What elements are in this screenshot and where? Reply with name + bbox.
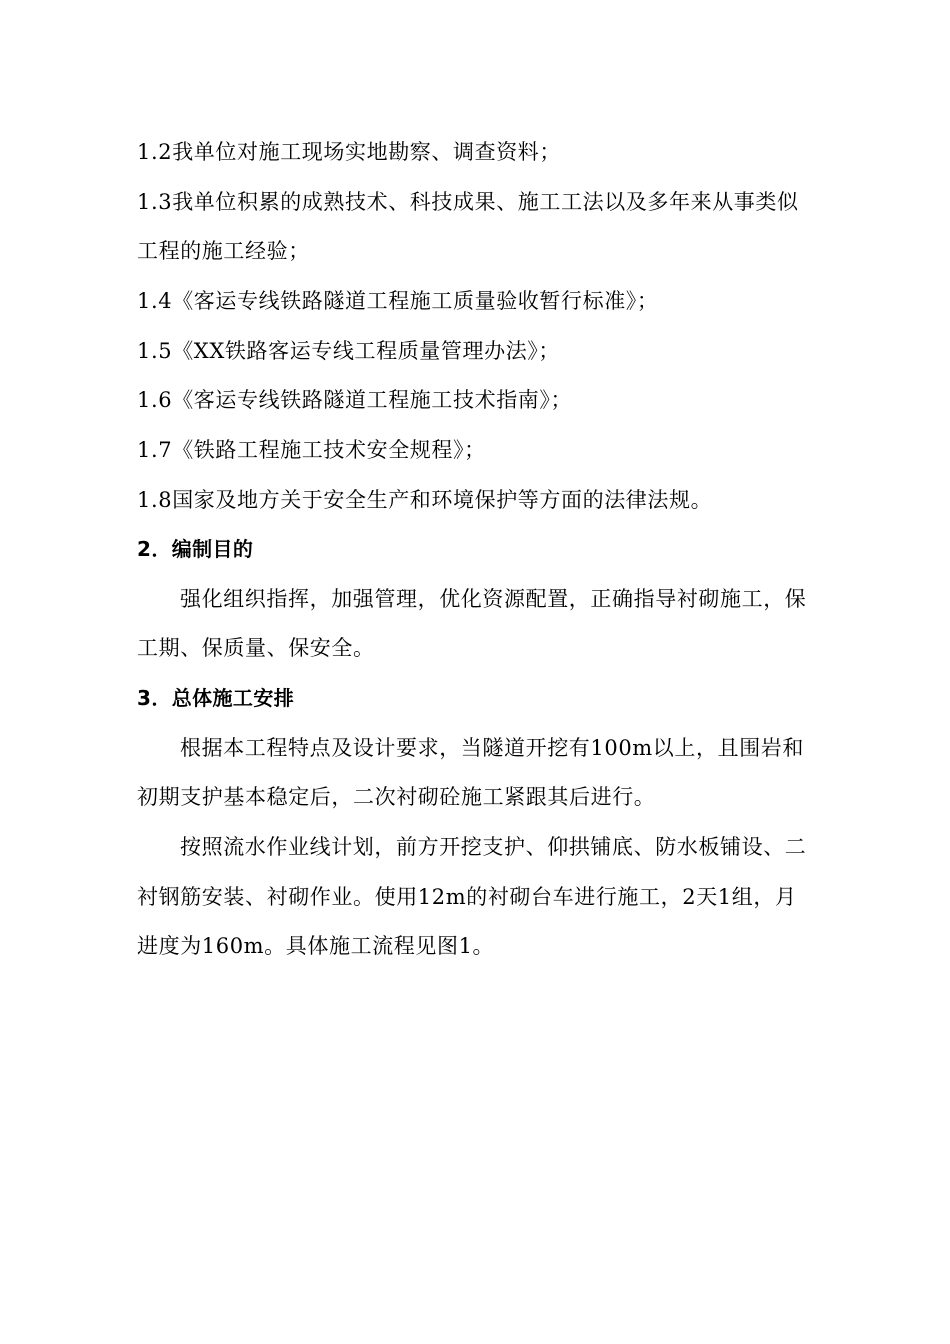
item-1-2: 1.2我单位对施工现场实地勘察、调查资料；	[137, 140, 561, 164]
section-3-paragraph-2-line-3: 进度为160m。具体施工流程见图1。	[137, 934, 495, 958]
section-2-heading: 2．编制目的	[137, 537, 254, 561]
item-1-6: 1.6《客运专线铁路隧道工程施工技术指南》；	[137, 388, 573, 412]
section-3-paragraph-1-line-1: 根据本工程特点及设计要求，当隧道开挖有100m以上，且围岩和	[180, 736, 804, 760]
item-1-4: 1.4《客运专线铁路隧道工程施工质量验收暂行标准》；	[137, 289, 659, 313]
section-3-paragraph-2-line-2: 衬钢筋安装、衬砌作业。使用12m的衬砌台车进行施工，2天1组，月	[137, 885, 797, 909]
section-2-paragraph-line-1: 强化组织指挥，加强管理，优化资源配置，正确指导衬砌施工，保	[180, 587, 807, 611]
section-3-heading: 3．总体施工安排	[137, 686, 295, 710]
item-1-5: 1.5《XX铁路客运专线工程质量管理办法》；	[137, 339, 560, 363]
section-2-paragraph-line-2: 工期、保质量、保安全。	[137, 636, 375, 660]
section-3-paragraph-1-line-2: 初期支护基本稳定后，二次衬砌砼施工紧跟其后进行。	[137, 785, 656, 809]
item-1-8: 1.8国家及地方关于安全生产和环境保护等方面的法律法规。	[137, 488, 713, 512]
item-1-3-continued: 工程的施工经验；	[137, 239, 310, 263]
section-3-paragraph-2-line-1: 按照流水作业线计划，前方开挖支护、仰拱铺底、防水板铺设、二	[180, 835, 807, 859]
item-1-7: 1.7《铁路工程施工技术安全规程》；	[137, 438, 486, 462]
item-1-3: 1.3我单位积累的成熟技术、科技成果、施工工法以及多年来从事类似	[137, 190, 799, 214]
